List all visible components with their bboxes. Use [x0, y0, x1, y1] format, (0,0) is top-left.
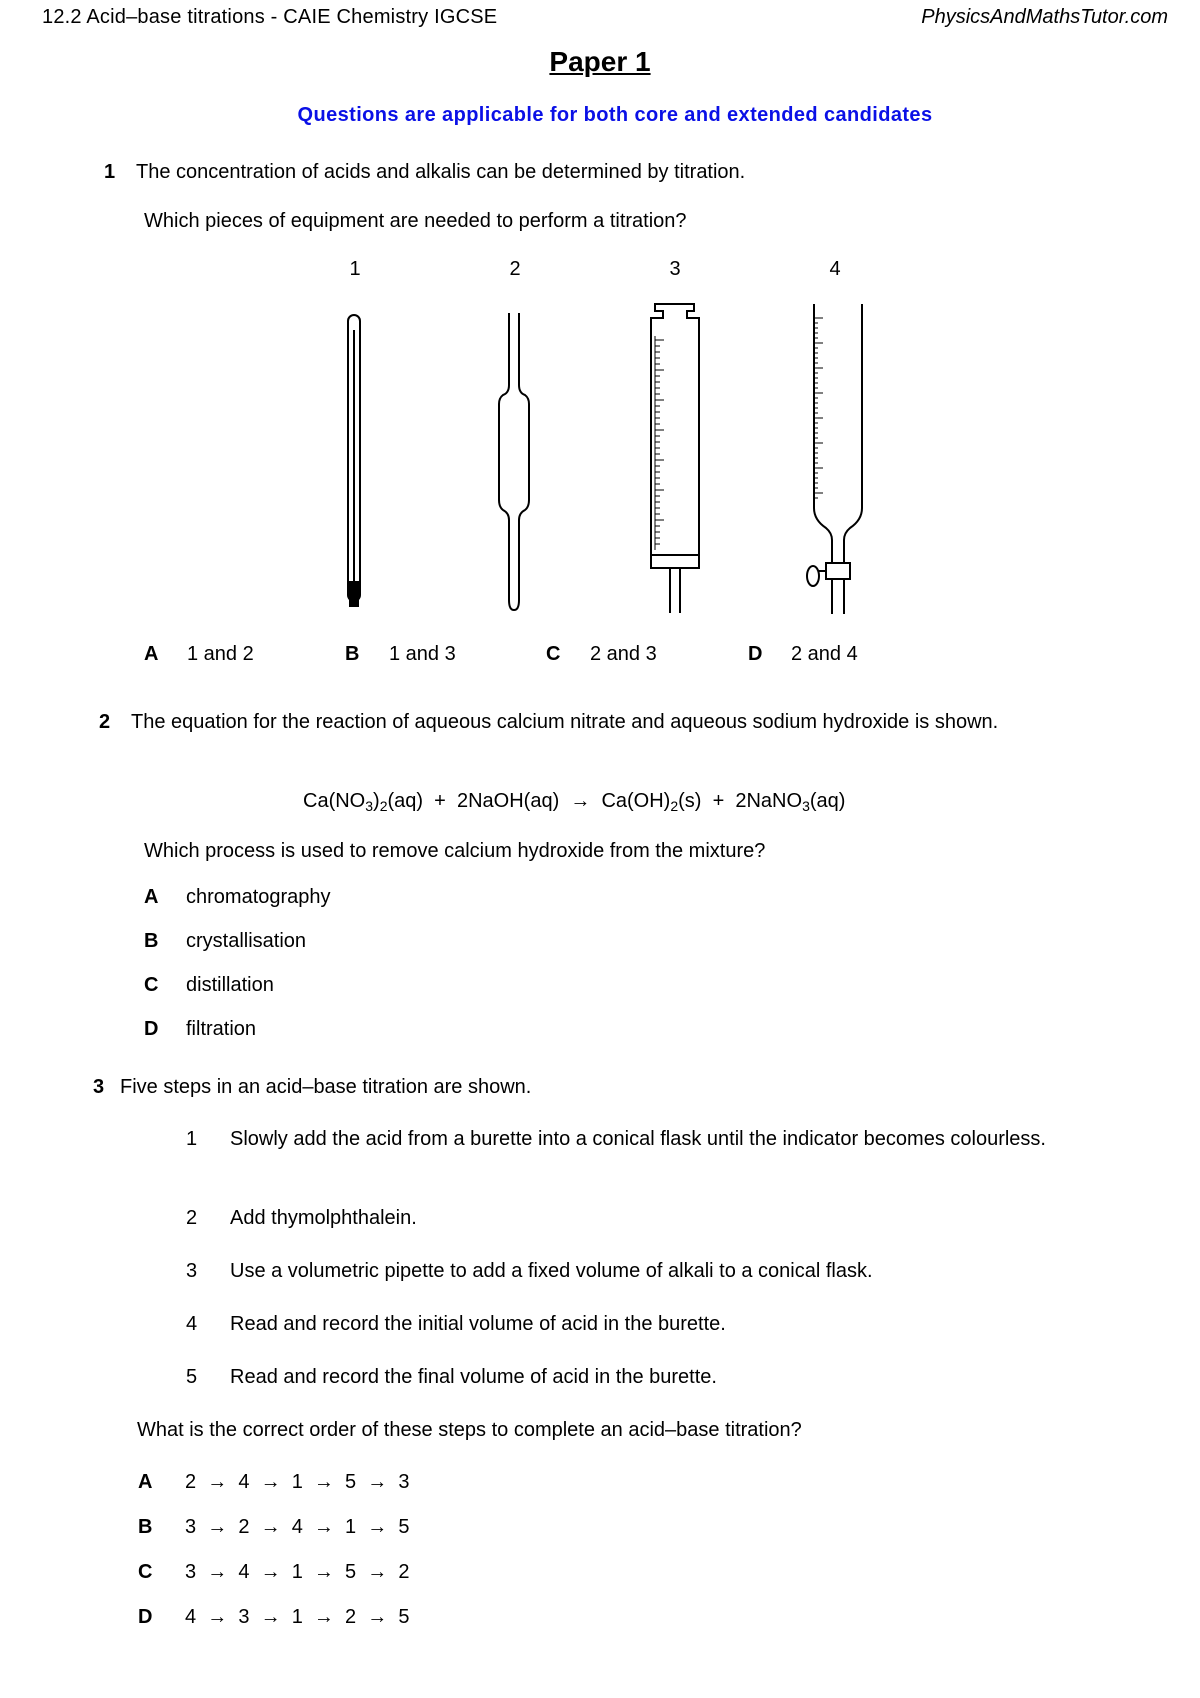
candidates-note: Questions are applicable for both core and extended candidates [297, 104, 933, 126]
step-4-number: 4 [186, 1313, 198, 1335]
question-3-option-c-letter: C [138, 1561, 153, 1583]
question-1-option-d-letter: D [748, 643, 763, 665]
question-1-question: Which pieces of equipment are needed to perform a titration? [144, 210, 687, 232]
question-1-option-c-text: 2 and 3 [590, 643, 657, 665]
pipette-drawing [499, 313, 529, 610]
equipment-figure [0, 0, 1200, 640]
question-2-question: Which process is used to remove calcium hydroxide from the mixture? [144, 840, 766, 862]
question-1-option-c-letter: C [546, 643, 561, 665]
syringe-drawing [651, 304, 699, 613]
step-2-text: Add thymolphthalein. [230, 1207, 417, 1229]
question-1-stem: The concentration of acids and alkalis can be determined by titration. [136, 161, 746, 183]
question-2-option-d-text: filtration [186, 1018, 257, 1040]
step-3-text: Use a volumetric pipette to add a fixed volume of alkali to a conical flask. [230, 1260, 873, 1282]
step-3-number: 3 [186, 1260, 198, 1282]
figure-label-1: 1 [349, 258, 361, 280]
header-title: 12.2 Acid–base titrations - CAIE Chemistry IGCSE [42, 6, 498, 28]
burette-drawing [807, 304, 862, 614]
question-2-option-b-letter: B [144, 930, 159, 952]
step-2-number: 2 [186, 1207, 198, 1229]
question-2-option-d-letter: D [144, 1018, 159, 1040]
thermometer-drawing [348, 315, 360, 606]
question-2-stem [131, 709, 1098, 735]
question-3-option-c-text: 3 → 4 → 1 → 5 → 2 [185, 1561, 410, 1583]
question-2-number: 2 [99, 711, 111, 733]
question-1-option-a-letter: A [144, 643, 159, 665]
step-4-text: Read and record the initial volume of acid in the burette. [230, 1313, 726, 1335]
question-2-option-a-letter: A [144, 886, 159, 908]
question-2-option-c-letter: C [144, 974, 159, 996]
question-3-question: What is the correct order of these steps to complete an acid–base titration? [137, 1419, 802, 1441]
question-1-option-b-text: 1 and 3 [389, 643, 456, 665]
question-3-option-d-letter: D [138, 1606, 153, 1628]
step-5-number: 5 [186, 1366, 198, 1388]
page-title-text: Paper 1 [549, 46, 651, 77]
figure-label-3: 3 [669, 258, 681, 280]
question-1-option-b-letter: B [345, 643, 360, 665]
figure-label-2: 2 [509, 258, 521, 280]
question-3-option-b-text: 3 → 2 → 4 → 1 → 5 [185, 1516, 410, 1538]
question-3-number: 3 [93, 1076, 105, 1098]
question-3-option-d-text: 4 → 3 → 1 → 2 → 5 [185, 1606, 410, 1628]
question-1-option-d-text: 2 and 4 [791, 643, 858, 665]
question-1-number: 1 [104, 161, 116, 183]
header-site: PhysicsAndMathsTutor.com [921, 6, 1168, 28]
question-2-option-b-text: crystallisation [186, 930, 307, 952]
step-1-number: 1 [186, 1128, 198, 1150]
question-1-option-a-text: 1 and 2 [187, 643, 254, 665]
question-2-option-c-text: distillation [186, 974, 274, 996]
step-1-text: Slowly add the acid from a burette into a conical flask until the indicator becomes colourless. [230, 1128, 1046, 1150]
question-3-stem: Five steps in an acid–base titration are shown. [120, 1076, 532, 1098]
question-2-stem-text: The equation for the reaction of aqueous calcium nitrate and aqueous sodium hydroxide is shown. [131, 711, 999, 733]
question-3-option-a-text: 2 → 4 → 1 → 5 → 3 [185, 1471, 410, 1493]
chemical-equation: $Ca(NO_3)_2(aq)$ + 2NaOH(aq) → $Ca(OH)_2(s)$ + 2NaNO$_3$(aq) [303, 790, 846, 814]
question-3-option-b-letter: B [138, 1516, 153, 1538]
question-2-option-a-text: chromatography [186, 886, 331, 908]
question-3-option-a-letter: A [138, 1471, 153, 1493]
figure-label-4: 4 [829, 258, 841, 280]
step-5-text: Read and record the final volume of acid in the burette. [230, 1366, 717, 1388]
